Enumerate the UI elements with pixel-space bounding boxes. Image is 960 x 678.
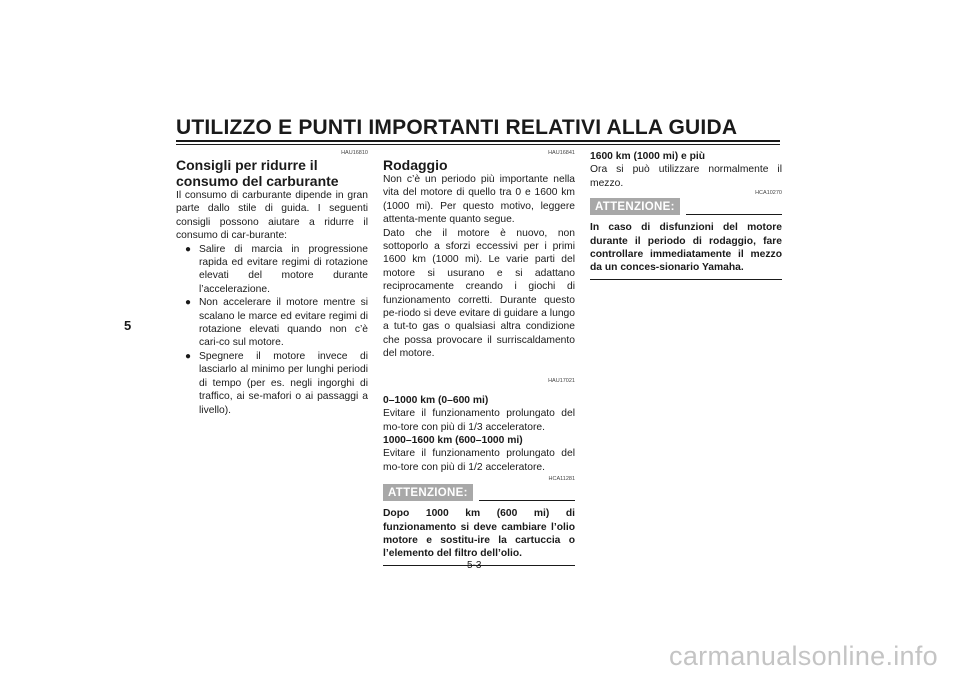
attention-end-rule	[590, 279, 782, 281]
section-code: HAU17021	[548, 377, 575, 384]
page-title: UTILIZZO E PUNTI IMPORTANTI RELATIVI ALLA GUIDA	[176, 116, 738, 139]
warning-code: HCA11281	[548, 476, 575, 483]
paragraph: Evitare il funzionamento prolungato del mo-tore con più di 1/3 acceleratore.	[383, 408, 575, 433]
attention-text: In caso di disfunzioni del motore durante il periodo di rodaggio, fare controllare immediatamente il mezzo da un conces-sionario Yamaha.	[590, 222, 782, 274]
intro-paragraph: Il consumo di carburante dipende in gran parte dallo stile di guida. I seguenti consigli possono aiutare a ridurre il consumo di car-burante:	[176, 190, 368, 242]
section-heading: Rodaggio	[383, 157, 448, 173]
bullet-icon: ●	[185, 297, 192, 309]
list-item	[176, 350, 368, 417]
title-rule-thick	[176, 140, 780, 142]
chapter-tab: 5	[124, 318, 132, 333]
section-code: HAU16841	[548, 150, 575, 156]
title-rule-thin	[176, 144, 780, 145]
list-item	[176, 296, 368, 350]
paragraph: Ora si può utilizzare normalmente il mezzo.	[590, 164, 782, 189]
section-code: HAU16810	[341, 150, 368, 156]
page-number: 5-3	[467, 560, 482, 571]
attention-header	[383, 484, 575, 501]
warning-code: HCA10270	[755, 190, 782, 197]
list-item-text: Salire di marcia in progressione rapida ed evitare regimi di rotazione elevati del motore durante l’accelerazione.	[199, 243, 368, 295]
subheading: 0–1000 km (0–600 mi)	[383, 394, 489, 406]
subheading: 1000–1600 km (600–1000 mi)	[383, 434, 523, 446]
attention-label: ATTENZIONE:	[590, 198, 680, 215]
tips-list	[176, 243, 368, 417]
bullet-icon: ●	[185, 243, 192, 255]
column-break-in	[383, 150, 575, 566]
attention-rule	[686, 214, 782, 216]
column-after-break-in	[590, 150, 782, 280]
paragraph: Dato che il motore è nuovo, non sottoporlo a sforzi eccessivi per i primi 1600 km (1000 mi). Le varie parti del motore si usurano e si adattano reciprocamente creando i giochi di funzionamento corretti. Durante questo pe-riodo si deve evitare di guidare a lungo a tut-to gas o qualsiasi altra condizione che possa provocare il surriscaldamento del motore.	[383, 227, 575, 360]
attention-rule	[479, 500, 575, 502]
column-fuel-consumption	[176, 150, 368, 417]
subheading: 1600 km (1000 mi) e più	[590, 151, 706, 162]
watermark: carmanualsonline.info	[669, 641, 938, 671]
attention-header	[590, 198, 782, 215]
paragraph: Evitare il funzionamento prolungato del mo-tore con più di 1/2 acceleratore.	[383, 448, 575, 473]
list-item	[176, 243, 368, 297]
attention-text: Dopo 1000 km (600 mi) di funzionamento si deve cambiare l’olio motore e sostitu-ire la cartuccia o l’elemento del filtro dell’olio.	[383, 508, 575, 560]
list-item-text: Non accelerare il motore mentre si scalano le marce ed evitare regimi di rotazione elevati quando non c’è cari-co sul motore.	[199, 297, 368, 349]
section-heading: Consigli per ridurre il consumo del carburante	[176, 157, 339, 189]
attention-label: ATTENZIONE:	[383, 484, 473, 501]
bullet-icon: ●	[185, 350, 192, 362]
list-item-text: Spegnere il motore invece di lasciarlo al minimo per lunghi periodi di tempo (per es. negli ingorghi di traffico, ai se-mafori o ai passaggi a livello).	[199, 350, 368, 416]
paragraph: Non c’è un periodo più importante nella vita del motore di quello tra 0 e 1600 km (1000 mi). Per questo motivo, leggere attenta-mente quanto segue.	[383, 174, 575, 226]
